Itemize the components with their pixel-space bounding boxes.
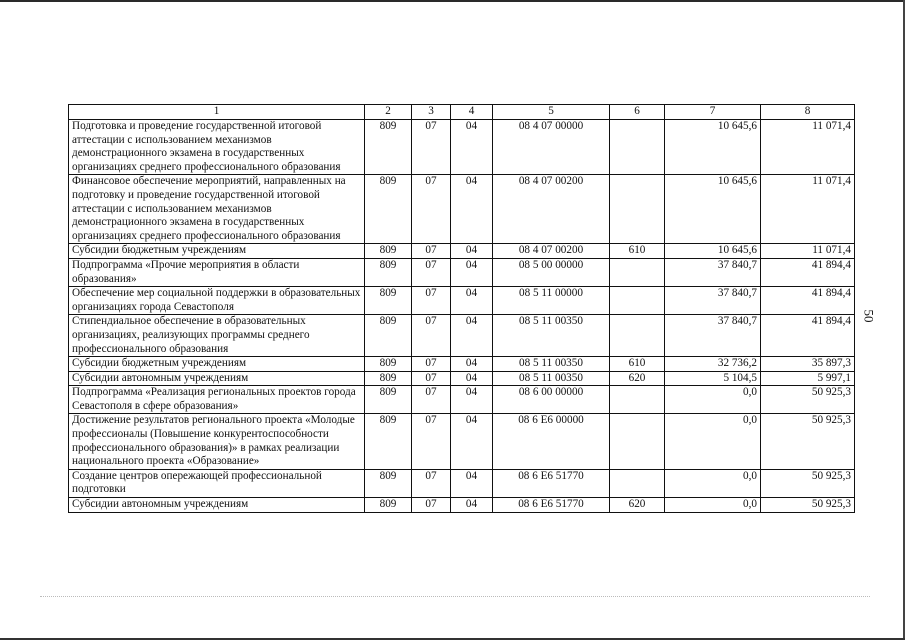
row-expense-type — [610, 287, 665, 315]
row-ministry-code: 809 — [365, 371, 412, 386]
row-section: 07 — [412, 498, 451, 513]
row-expense-type — [610, 258, 665, 286]
row-section: 07 — [412, 469, 451, 497]
table-row — [69, 287, 855, 315]
row-subsection: 04 — [451, 287, 493, 315]
row-section: 07 — [412, 315, 451, 357]
row-expense-type — [610, 175, 665, 244]
header-col-8: 8 — [761, 105, 855, 120]
row-name: Подпрограмма «Прочие мероприятия в области образования» — [69, 258, 365, 286]
table-row — [69, 244, 855, 259]
row-amount-year2: 41 894,4 — [761, 287, 855, 315]
row-subsection: 04 — [451, 315, 493, 357]
row-expense-type — [610, 386, 665, 414]
row-expense-type — [610, 120, 665, 175]
row-subsection: 04 — [451, 498, 493, 513]
row-section: 07 — [412, 244, 451, 259]
row-subsection: 04 — [451, 357, 493, 372]
row-target-item: 08 5 00 00000 — [493, 258, 610, 286]
row-amount-year1: 0,0 — [665, 414, 761, 469]
header-col-2: 2 — [365, 105, 412, 120]
row-amount-year1: 37 840,7 — [665, 258, 761, 286]
row-name: Подпрограмма «Реализация региональных проектов города Севастополя в сфере образования» — [69, 386, 365, 414]
row-expense-type — [610, 469, 665, 497]
table-row — [69, 120, 855, 175]
row-ministry-code: 809 — [365, 120, 412, 175]
row-ministry-code: 809 — [365, 469, 412, 497]
row-target-item: 08 5 11 00000 — [493, 287, 610, 315]
row-name: Финансовое обеспечение мероприятий, направленных на подготовку и проведение государственной итоговой аттестации с использованием механизмов демонстрационного экзамена в государственных организациях среднего профессионального образования — [69, 175, 365, 244]
row-amount-year1: 10 645,6 — [665, 175, 761, 244]
row-ministry-code: 809 — [365, 287, 412, 315]
row-section: 07 — [412, 120, 451, 175]
table-header — [69, 105, 855, 120]
row-subsection: 04 — [451, 386, 493, 414]
row-name: Субсидии автономным учреждениям — [69, 371, 365, 386]
row-target-item: 08 6 E6 51770 — [493, 498, 610, 513]
row-amount-year2: 11 071,4 — [761, 175, 855, 244]
row-expense-type: 610 — [610, 244, 665, 259]
row-name: Субсидии бюджетным учреждениям — [69, 244, 365, 259]
row-section: 07 — [412, 258, 451, 286]
row-amount-year2: 50 925,3 — [761, 386, 855, 414]
header-col-4: 4 — [451, 105, 493, 120]
row-ministry-code: 809 — [365, 175, 412, 244]
row-amount-year2: 50 925,3 — [761, 414, 855, 469]
row-target-item: 08 6 E6 00000 — [493, 414, 610, 469]
table-row — [69, 357, 855, 372]
row-name: Создание центров опережающей профессиональной подготовки — [69, 469, 365, 497]
row-amount-year2: 5 997,1 — [761, 371, 855, 386]
header-row — [69, 105, 855, 120]
table-row — [69, 469, 855, 497]
row-amount-year2: 41 894,4 — [761, 258, 855, 286]
row-section: 07 — [412, 175, 451, 244]
row-amount-year2: 50 925,3 — [761, 498, 855, 513]
table-row — [69, 175, 855, 244]
row-subsection: 04 — [451, 244, 493, 259]
row-subsection: 04 — [451, 258, 493, 286]
row-ministry-code: 809 — [365, 386, 412, 414]
row-expense-type: 620 — [610, 371, 665, 386]
row-target-item: 08 5 11 00350 — [493, 357, 610, 372]
row-amount-year2: 11 071,4 — [761, 120, 855, 175]
row-amount-year1: 0,0 — [665, 498, 761, 513]
page-number: 50 — [861, 309, 877, 323]
row-target-item: 08 6 E6 51770 — [493, 469, 610, 497]
row-amount-year1: 5 104,5 — [665, 371, 761, 386]
row-amount-year1: 0,0 — [665, 469, 761, 497]
row-amount-year2: 41 894,4 — [761, 315, 855, 357]
table-row — [69, 414, 855, 469]
row-amount-year1: 37 840,7 — [665, 315, 761, 357]
table-body — [69, 120, 855, 513]
scan-dust-line — [40, 596, 870, 598]
header-col-1: 1 — [69, 105, 365, 120]
table-row — [69, 258, 855, 286]
row-target-item: 08 4 07 00000 — [493, 120, 610, 175]
row-name: Субсидии бюджетным учреждениям — [69, 357, 365, 372]
header-col-3: 3 — [412, 105, 451, 120]
row-expense-type — [610, 414, 665, 469]
row-section: 07 — [412, 386, 451, 414]
row-amount-year2: 11 071,4 — [761, 244, 855, 259]
row-amount-year2: 50 925,3 — [761, 469, 855, 497]
row-name: Обеспечение мер социальной поддержки в образовательных организациях города Севастополя — [69, 287, 365, 315]
row-amount-year1: 32 736,2 — [665, 357, 761, 372]
row-name: Субсидии автономным учреждениям — [69, 498, 365, 513]
row-amount-year1: 37 840,7 — [665, 287, 761, 315]
row-section: 07 — [412, 414, 451, 469]
scan-edge-top — [0, 0, 905, 2]
row-target-item: 08 4 07 00200 — [493, 244, 610, 259]
row-amount-year2: 35 897,3 — [761, 357, 855, 372]
row-ministry-code: 809 — [365, 498, 412, 513]
row-name: Достижение результатов регионального проекта «Молодые профессионалы (Повышение конкурентоспособности профессионального образования)» в рамках реализации национального проекта «Образование» — [69, 414, 365, 469]
table-row — [69, 386, 855, 414]
table-row — [69, 371, 855, 386]
row-ministry-code: 809 — [365, 357, 412, 372]
row-ministry-code: 809 — [365, 258, 412, 286]
header-col-7: 7 — [665, 105, 761, 120]
row-expense-type — [610, 315, 665, 357]
row-amount-year1: 10 645,6 — [665, 120, 761, 175]
row-expense-type: 620 — [610, 498, 665, 513]
header-col-6: 6 — [610, 105, 665, 120]
row-amount-year1: 10 645,6 — [665, 244, 761, 259]
row-subsection: 04 — [451, 371, 493, 386]
row-ministry-code: 809 — [365, 244, 412, 259]
row-expense-type: 610 — [610, 357, 665, 372]
budget-table — [68, 104, 855, 513]
header-col-5: 5 — [493, 105, 610, 120]
row-target-item: 08 6 00 00000 — [493, 386, 610, 414]
row-target-item: 08 5 11 00350 — [493, 371, 610, 386]
row-target-item: 08 4 07 00200 — [493, 175, 610, 244]
row-target-item: 08 5 11 00350 — [493, 315, 610, 357]
row-ministry-code: 809 — [365, 315, 412, 357]
row-subsection: 04 — [451, 414, 493, 469]
row-ministry-code: 809 — [365, 414, 412, 469]
row-subsection: 04 — [451, 120, 493, 175]
row-name: Стипендиальное обеспечение в образовательных организациях, реализующих программы среднего профессионального образования — [69, 315, 365, 357]
row-name: Подготовка и проведение государственной итоговой аттестации с использованием механизмов демонстрационного экзамена в государственных организациях среднего профессионального образования — [69, 120, 365, 175]
table-row — [69, 498, 855, 513]
row-section: 07 — [412, 371, 451, 386]
row-section: 07 — [412, 287, 451, 315]
row-amount-year1: 0,0 — [665, 386, 761, 414]
table-row — [69, 315, 855, 357]
row-section: 07 — [412, 357, 451, 372]
row-subsection: 04 — [451, 469, 493, 497]
row-subsection: 04 — [451, 175, 493, 244]
